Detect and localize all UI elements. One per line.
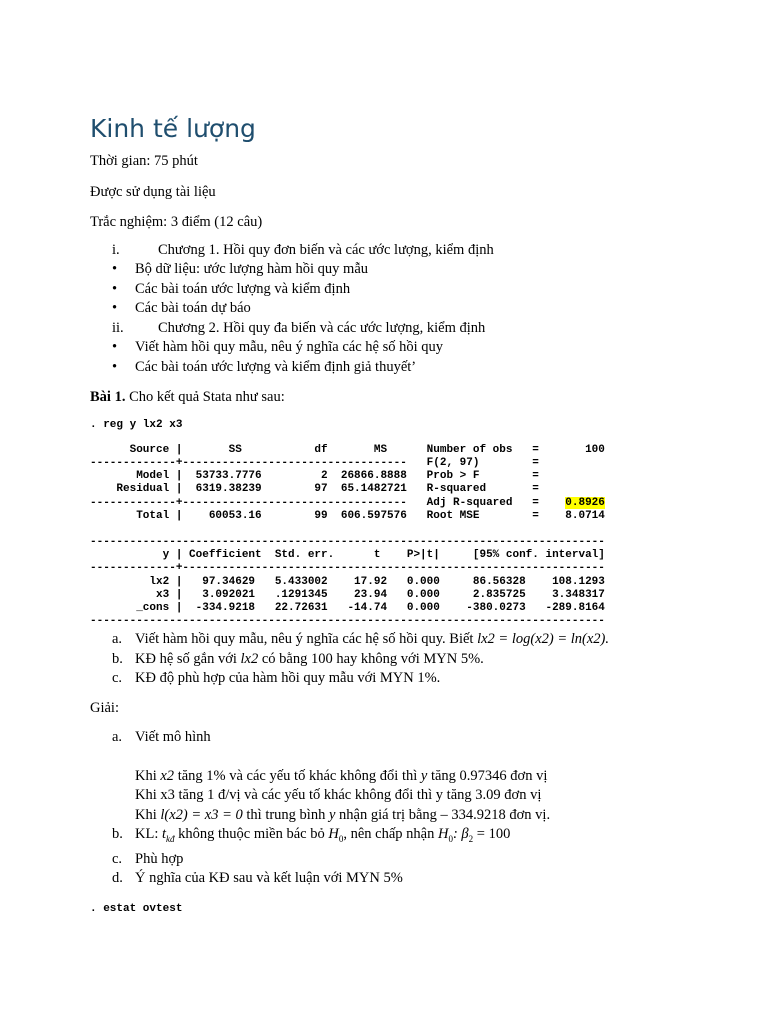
document-page — [90, 112, 650, 916]
solution-list — [90, 728, 650, 748]
exercise-1-heading — [90, 388, 650, 408]
bullet-marker: • — [112, 261, 118, 277]
outline-item-text: Viết hàm hồi quy mẫu, nêu ý nghĩa các hệ số hồi quy — [135, 339, 443, 355]
question-a: a. Viết hàm hồi quy mẫu, nêu ý nghĩa các hệ số hồi quy. Biết lx2 = log(x2) = ln(x2). — [112, 631, 609, 648]
outline-bullet-item — [90, 338, 650, 358]
stata-coef-table: ------------------------------------------------------------------------------ y | Coefficient Std. err. t P>|t| [95% conf. interval] -------------+---------------------------------------------------------------- lx2 | 97.34629 5.433002 17.92 0.000 86.56328 108.1293 x3 | 3.092021 .1291345 23.94 0.000 2.835725 3.348317 _cons | -334.9218 22.72631 -14.74 0.000 -380.0273 -289.8164 ------------------------------------------------------------------------------ — [90, 535, 605, 628]
roman-marker: ii. — [112, 319, 124, 336]
stata-anova-rows: Source | SS df MS Number of obs = 100 -------------+---------------------------------- F(2, 97) = Model | 53733.7776 2 26866.8888 Prob > F = Residual | 6319.38239 97 65.1482721 R-squared = -------------+---------------------------------- Adj R-squared = — [90, 443, 605, 509]
outline-item-text: Các bài toán dự báo — [135, 300, 251, 316]
outline-chapter-item — [90, 241, 650, 261]
adj-r-squared-value: 0.8926 — [565, 496, 605, 509]
solution-line-2: Khi x3 tăng 1 đ/vị và các yếu tố khác không đổi thì y tăng 3.09 đơn vị — [135, 787, 542, 804]
outline-bullet-item — [90, 299, 650, 319]
outline-item-text: Bộ dữ liệu: ước lượng hàm hồi quy mẫu — [135, 261, 369, 277]
outline-chapter-item — [90, 319, 650, 339]
solution-line-1: Khi x2 tăng 1% và các yếu tố khác không đổi thì y tăng 0.97346 đơn vị — [135, 767, 548, 784]
solution-line-3: Khi l(x2) = x3 = 0 thì trung bình y nhận giá trị bằng – 334.9218 đơn vị. — [135, 806, 551, 823]
outline-bullet-item — [90, 358, 650, 378]
outline-bullet-item — [90, 280, 650, 300]
exam-docs-note: Được sử dụng tài liệu — [90, 183, 216, 200]
solution-heading: Giải: — [90, 699, 119, 716]
solution-list-cont — [90, 825, 650, 888]
question-c: c. KĐ độ phù hợp của hàm hồi quy mẫu với MYN 1%. — [112, 670, 441, 687]
stata-command-reg: . reg y lx2 x3 — [90, 418, 183, 431]
solution-a-explanation — [90, 767, 650, 826]
outline-item-text: Các bài toán ước lượng và kiểm định giả thuyết’ — [135, 358, 417, 375]
bullet-marker: • — [112, 280, 118, 297]
outline-item-text: Chương 2. Hồi quy đa biến và các ước lượng, kiểm định — [158, 319, 486, 336]
solution-d: d. Ý nghĩa của KĐ sau và kết luận với MYN 5% — [112, 870, 403, 887]
question-a-formula: lx2 = log(x2) = ln(x2). — [477, 631, 609, 648]
bullet-marker: • — [112, 339, 118, 355]
stata-anova-table — [90, 444, 650, 510]
roman-marker: i. — [112, 241, 120, 258]
outline-item-text: Các bài toán ước lượng và kiểm định — [135, 280, 351, 297]
exam-time: Thời gian: 75 phút — [90, 153, 198, 169]
question-list — [90, 630, 650, 689]
exercise-1-text: Cho kết quả Stata như sau: — [125, 389, 285, 405]
outline-item-text: Chương 1. Hồi quy đơn biến và các ước lượng, kiểm định — [158, 241, 494, 258]
stata-command-ovtest: . estat ovtest — [90, 902, 183, 915]
exercise-1-label: Bài 1. — [90, 389, 126, 405]
exam-mcq-note: Trắc nghiệm: 3 điểm (12 câu) — [90, 214, 263, 230]
document-title: Kinh tế lượng — [90, 114, 256, 143]
solution-b: b. KL: $t_{kđ}$ không thuộc miền bác bỏ $H_0$, nên chấp nhận $H_0$: $\beta_2 = 100$ — [112, 826, 511, 845]
outline-list — [90, 241, 650, 378]
question-b: b. KĐ hệ số gắn với lx2 có bằng 100 hay không với MYN 5%. — [112, 650, 484, 667]
solution-a: a. Viết mô hình — [112, 729, 211, 746]
outline-bullet-item — [90, 260, 650, 280]
bullet-marker: • — [112, 358, 118, 375]
stata-anova-total: Total | 60053.16 99 606.597576 Root MSE = 8.0714 — [90, 509, 605, 522]
solution-c: c. Phù hợp — [112, 850, 184, 867]
bullet-marker: • — [112, 300, 118, 316]
stata-output — [90, 444, 650, 629]
